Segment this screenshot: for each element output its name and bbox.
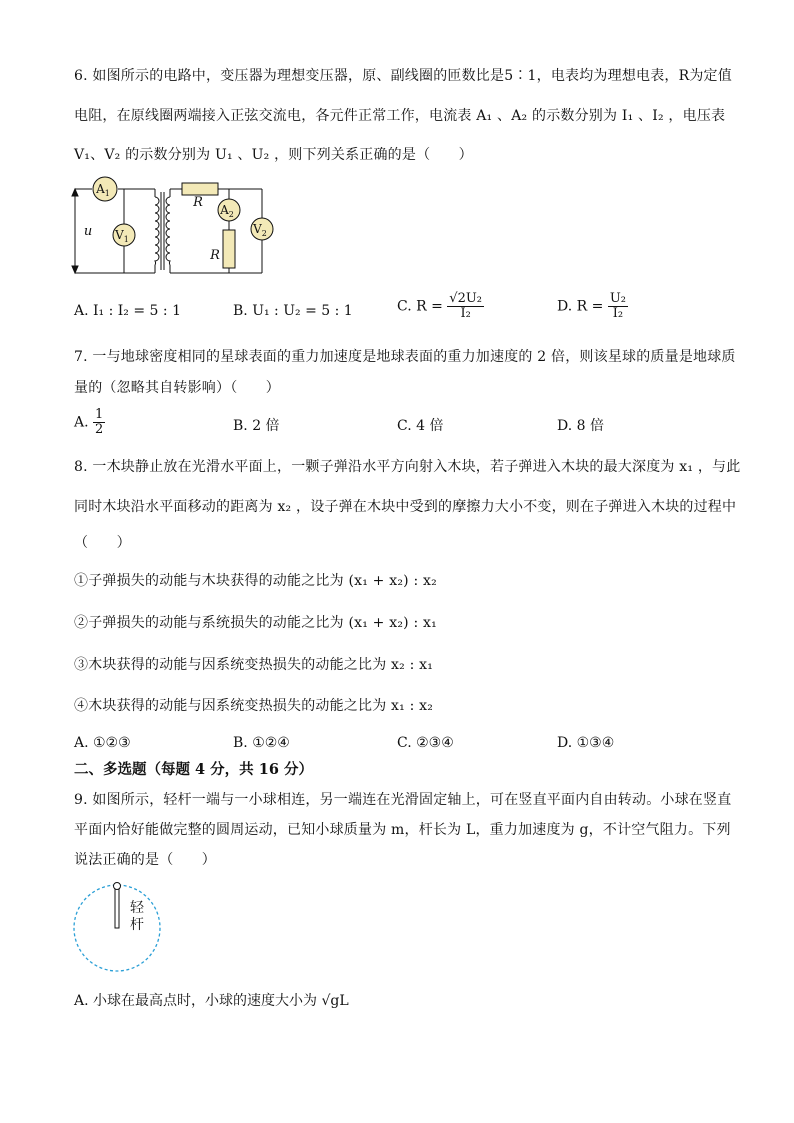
q6-line-2: 电阻，在原线圈两端接入正弦交流电，各元件正常工作，电流表 A₁ 、A₂ 的示数分别为 I₁ 、I₂ ，电压表 xyxy=(74,108,726,124)
svg-text:V1: $V_1$ xyxy=(115,228,129,244)
q9-line-3: 说法正确的是（ ） xyxy=(74,852,216,868)
r-right-label: R xyxy=(210,248,220,263)
q9-line-1: 9. 如图所示，轻杆一端与一小球相连，另一端连在光滑固定轴上，可在竖直平面内自由转动。小球在竖直 xyxy=(74,792,732,808)
a2-meter-label: A xyxy=(220,203,229,217)
q8-option-c: C. ②③④ xyxy=(397,735,454,751)
q9-rod-circle-diagram xyxy=(70,880,165,975)
q8-option-a: A. ①②③ xyxy=(74,735,131,751)
q8-statement-3: ③木块获得的动能与因系统变热损失的动能之比为 x₂ : x₁ xyxy=(74,657,434,673)
rod-label-2: 杆 xyxy=(130,917,144,933)
v2-meter-label: V xyxy=(253,222,262,236)
q7-option-a: A. $\frac{1}{2}$ xyxy=(74,407,104,437)
q6-line-1: 6. 如图所示的电路中，变压器为理想变压器，原、副线圈的匝数比是5∶1，电表均为理想电表，R为定值 xyxy=(74,68,732,84)
q7-line-1: 7. 一与地球密度相同的星球表面的重力加速度是地球表面的重力加速度的 2 倍，则该星球的质量是地球质 xyxy=(74,349,736,365)
q9-option-a: A. 小球在最高点时，小球的速度大小为 √gL xyxy=(74,993,349,1009)
v1-meter-label: V xyxy=(115,228,124,242)
q6-option-c: C. R = $\frac{\text{√2U₂}}{\text{I₂}}$ xyxy=(397,291,483,321)
q8-line-1: 8. 一木块静止放在光滑水平面上，一颗子弹沿水平方向射入木块，若子弹进入木块的最大深度为 x₁ ，与此 xyxy=(74,459,741,475)
q7-option-d: D. 8 倍 xyxy=(557,418,604,434)
q9-line-2: 平面内恰好能做完整的圆周运动，已知小球质量为 m，杆长为 L，重力加速度为 g，不计空气阻力。下列 xyxy=(74,822,731,838)
q8-statement-2: ②子弹损失的动能与系统损失的动能之比为 (x₁ + x₂) : x₁ xyxy=(74,615,437,631)
q6-option-a: A. I₁ : I₂ = 5 : 1 xyxy=(74,303,181,319)
q7-option-b: B. 2 倍 xyxy=(233,418,280,434)
q8-line-2: 同时木块沿水平面移动的距离为 x₂ ，设子弹在木块中受到的摩擦力大小不变，则在子弹进入木块的过程中 xyxy=(74,499,737,515)
q7-line-2: 量的（忽略其自转影响）（ ） xyxy=(74,380,280,396)
svg-text:A2: $A_2$ xyxy=(220,203,234,219)
q7-option-c: C. 4 倍 xyxy=(397,418,444,434)
r-top-label: R xyxy=(193,195,203,210)
a1-meter-label: A xyxy=(96,182,105,196)
q6-circuit-diagram xyxy=(70,172,280,282)
q8-line-3: （ ） xyxy=(74,535,131,551)
svg-text:A1: $A_1$ xyxy=(96,182,110,198)
section-heading-multiple-choice: 二、多选题（每题 4 分，共 16 分） xyxy=(74,761,313,778)
q8-statement-1: ①子弹损失的动能与木块获得的动能之比为 (x₁ + x₂) : x₂ xyxy=(74,573,437,589)
q6-line-3: V₁、V₂ 的示数分别为 U₁ 、U₂ ，则下列关系正确的是（ ） xyxy=(74,147,473,163)
q6-option-d: D. R = $\frac{\text{U₂}}{\text{I₂}}$ xyxy=(557,291,626,321)
q8-statement-4: ④木块获得的动能与因系统变热损失的动能之比为 x₁ : x₂ xyxy=(74,698,434,714)
u-label: u xyxy=(83,224,93,239)
rod-label-1: 轻 xyxy=(130,900,144,916)
q8-option-d: D. ①③④ xyxy=(557,735,615,751)
svg-text:V2: $V_2$ xyxy=(253,222,267,238)
q8-option-b: B. ①②④ xyxy=(233,735,290,751)
q6-option-b: B. U₁ : U₂ = 5 : 1 xyxy=(233,303,353,319)
